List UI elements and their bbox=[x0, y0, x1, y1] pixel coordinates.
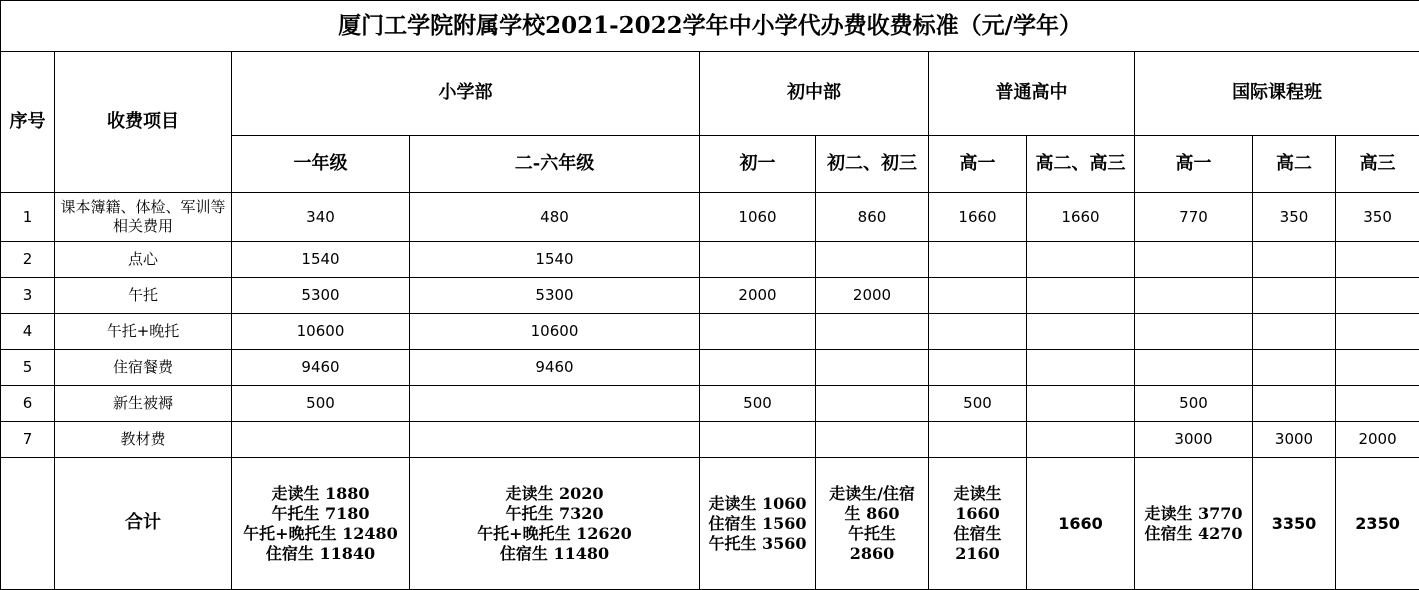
header-junior-grade1: 初一 bbox=[700, 136, 816, 193]
total-line: 2860 bbox=[818, 544, 926, 564]
total-line: 住宿生 bbox=[931, 524, 1024, 544]
cell-junior-grade2-3 bbox=[816, 386, 929, 422]
cell-intl-grade3: 350 bbox=[1336, 193, 1419, 242]
total-line: 住宿生 4270 bbox=[1137, 524, 1250, 544]
header-intl-grade1: 高一 bbox=[1135, 136, 1253, 193]
cell-intl-grade1: 770 bbox=[1135, 193, 1253, 242]
table-row bbox=[1, 278, 1419, 314]
row-number: 3 bbox=[1, 278, 55, 314]
cell-senior-grade2-3 bbox=[1027, 314, 1135, 350]
cell-intl-grade1: 3000 bbox=[1135, 422, 1253, 458]
total-line: 住宿生 11480 bbox=[412, 544, 697, 564]
row-number: 2 bbox=[1, 242, 55, 278]
cell-intl-grade1 bbox=[1135, 278, 1253, 314]
row-item: 午托 bbox=[55, 278, 232, 314]
cell-senior-grade2-3 bbox=[1027, 350, 1135, 386]
cell-intl-grade3 bbox=[1336, 314, 1419, 350]
cell-intl-grade3 bbox=[1336, 242, 1419, 278]
total-primary-grade2-6 bbox=[410, 458, 700, 590]
total-line: 午托生 7320 bbox=[412, 504, 697, 524]
cell-junior-grade1: 500 bbox=[700, 386, 816, 422]
cell-junior-grade1 bbox=[700, 242, 816, 278]
cell-intl-grade2: 3000 bbox=[1253, 422, 1336, 458]
cell-senior-grade1 bbox=[929, 350, 1027, 386]
cell-primary-grade2-6 bbox=[410, 386, 700, 422]
total-line: 午托生 3560 bbox=[702, 534, 813, 554]
cell-intl-grade2 bbox=[1253, 278, 1336, 314]
total-row bbox=[1, 458, 1419, 590]
cell-senior-grade1: 1660 bbox=[929, 193, 1027, 242]
cell-senior-grade1 bbox=[929, 242, 1027, 278]
total-line: 午托生 7180 bbox=[234, 504, 407, 524]
cell-intl-grade1 bbox=[1135, 314, 1253, 350]
row-number: 6 bbox=[1, 386, 55, 422]
total-intl-grade2: 3350 bbox=[1253, 458, 1336, 590]
total-line: 午托+晚托生 12480 bbox=[234, 524, 407, 544]
total-intl-grade1 bbox=[1135, 458, 1253, 590]
cell-primary-grade1: 10600 bbox=[232, 314, 410, 350]
header-row-1 bbox=[1, 52, 1419, 136]
total-label: 合计 bbox=[55, 458, 232, 590]
total-line: 走读生 1880 bbox=[234, 484, 407, 504]
cell-intl-grade2 bbox=[1253, 386, 1336, 422]
row-item: 点心 bbox=[55, 242, 232, 278]
total-line: 2160 bbox=[931, 544, 1024, 564]
header-senior-grade2-3: 高二、高三 bbox=[1027, 136, 1135, 193]
cell-senior-grade2-3 bbox=[1027, 386, 1135, 422]
header-senior-grade1: 高一 bbox=[929, 136, 1027, 193]
cell-junior-grade2-3 bbox=[816, 314, 929, 350]
row-number: 5 bbox=[1, 350, 55, 386]
row-item: 午托+晚托 bbox=[55, 314, 232, 350]
header-seq: 序号 bbox=[1, 52, 55, 193]
total-line: 1660 bbox=[931, 504, 1024, 524]
row-item: 新生被褥 bbox=[55, 386, 232, 422]
page-title: 厦门工学院附属学校2021-2022学年中小学代办费收费标准（元/学年） bbox=[1, 1, 1419, 52]
cell-intl-grade3 bbox=[1336, 386, 1419, 422]
cell-intl-grade1 bbox=[1135, 350, 1253, 386]
row-item: 课本簿籍、体检、军训等相关费用 bbox=[55, 193, 232, 242]
total-line: 生 860 bbox=[818, 504, 926, 524]
cell-intl-grade2 bbox=[1253, 242, 1336, 278]
cell-intl-grade1: 500 bbox=[1135, 386, 1253, 422]
total-line: 住宿生 11840 bbox=[234, 544, 407, 564]
header-senior: 普通高中 bbox=[929, 52, 1135, 136]
header-item: 收费项目 bbox=[55, 52, 232, 193]
total-number-cell bbox=[1, 458, 55, 590]
total-primary-grade1 bbox=[232, 458, 410, 590]
header-primary-grade1: 一年级 bbox=[232, 136, 410, 193]
cell-primary-grade1: 5300 bbox=[232, 278, 410, 314]
cell-primary-grade1: 500 bbox=[232, 386, 410, 422]
table-row bbox=[1, 314, 1419, 350]
cell-intl-grade2 bbox=[1253, 350, 1336, 386]
total-line: 午托+晚托生 12620 bbox=[412, 524, 697, 544]
cell-senior-grade2-3 bbox=[1027, 422, 1135, 458]
total-line: 走读生 1060 bbox=[702, 494, 813, 514]
total-junior-grade1 bbox=[700, 458, 816, 590]
cell-junior-grade1: 2000 bbox=[700, 278, 816, 314]
cell-primary-grade2-6: 480 bbox=[410, 193, 700, 242]
cell-senior-grade1: 500 bbox=[929, 386, 1027, 422]
cell-primary-grade2-6: 1540 bbox=[410, 242, 700, 278]
row-number: 4 bbox=[1, 314, 55, 350]
row-item: 住宿餐费 bbox=[55, 350, 232, 386]
cell-primary-grade1: 9460 bbox=[232, 350, 410, 386]
header-junior-grade2-3: 初二、初三 bbox=[816, 136, 929, 193]
cell-junior-grade1: 1060 bbox=[700, 193, 816, 242]
cell-senior-grade2-3 bbox=[1027, 278, 1135, 314]
total-line: 走读生 2020 bbox=[412, 484, 697, 504]
cell-primary-grade2-6: 10600 bbox=[410, 314, 700, 350]
header-intl-grade3: 高三 bbox=[1336, 136, 1419, 193]
table-row bbox=[1, 350, 1419, 386]
row-item: 教材费 bbox=[55, 422, 232, 458]
cell-junior-grade2-3 bbox=[816, 422, 929, 458]
total-junior-grade2-3 bbox=[816, 458, 929, 590]
cell-intl-grade2 bbox=[1253, 314, 1336, 350]
total-senior-grade2-3: 1660 bbox=[1027, 458, 1135, 590]
title-row bbox=[1, 1, 1419, 52]
cell-senior-grade2-3 bbox=[1027, 242, 1135, 278]
cell-junior-grade2-3: 860 bbox=[816, 193, 929, 242]
row-number: 7 bbox=[1, 422, 55, 458]
cell-intl-grade3 bbox=[1336, 278, 1419, 314]
cell-primary-grade1: 1540 bbox=[232, 242, 410, 278]
cell-primary-grade2-6: 5300 bbox=[410, 278, 700, 314]
cell-senior-grade1 bbox=[929, 278, 1027, 314]
total-intl-grade3: 2350 bbox=[1336, 458, 1419, 590]
total-line: 午托生 bbox=[818, 524, 926, 544]
cell-intl-grade3: 2000 bbox=[1336, 422, 1419, 458]
table-row bbox=[1, 386, 1419, 422]
cell-junior-grade1 bbox=[700, 422, 816, 458]
header-primary-grade2-6: 二-六年级 bbox=[410, 136, 700, 193]
cell-primary-grade2-6: 9460 bbox=[410, 350, 700, 386]
cell-primary-grade2-6 bbox=[410, 422, 700, 458]
total-line: 走读生 bbox=[931, 484, 1024, 504]
cell-junior-grade2-3: 2000 bbox=[816, 278, 929, 314]
cell-intl-grade3 bbox=[1336, 350, 1419, 386]
cell-junior-grade1 bbox=[700, 314, 816, 350]
cell-senior-grade1 bbox=[929, 422, 1027, 458]
header-junior: 初中部 bbox=[700, 52, 929, 136]
header-primary: 小学部 bbox=[232, 52, 700, 136]
total-senior-grade1 bbox=[929, 458, 1027, 590]
cell-junior-grade1 bbox=[700, 350, 816, 386]
row-number: 1 bbox=[1, 193, 55, 242]
total-line: 住宿生 1560 bbox=[702, 514, 813, 534]
table-row bbox=[1, 422, 1419, 458]
cell-senior-grade1 bbox=[929, 314, 1027, 350]
cell-intl-grade1 bbox=[1135, 242, 1253, 278]
cell-junior-grade2-3 bbox=[816, 242, 929, 278]
cell-primary-grade1: 340 bbox=[232, 193, 410, 242]
cell-senior-grade2-3: 1660 bbox=[1027, 193, 1135, 242]
table-row bbox=[1, 193, 1419, 242]
header-intl-grade2: 高二 bbox=[1253, 136, 1336, 193]
table-row bbox=[1, 242, 1419, 278]
cell-junior-grade2-3 bbox=[816, 350, 929, 386]
cell-primary-grade1 bbox=[232, 422, 410, 458]
total-line: 走读生 3770 bbox=[1137, 504, 1250, 524]
header-intl: 国际课程班 bbox=[1135, 52, 1419, 136]
total-line: 走读生/住宿 bbox=[818, 484, 926, 504]
cell-intl-grade2: 350 bbox=[1253, 193, 1336, 242]
